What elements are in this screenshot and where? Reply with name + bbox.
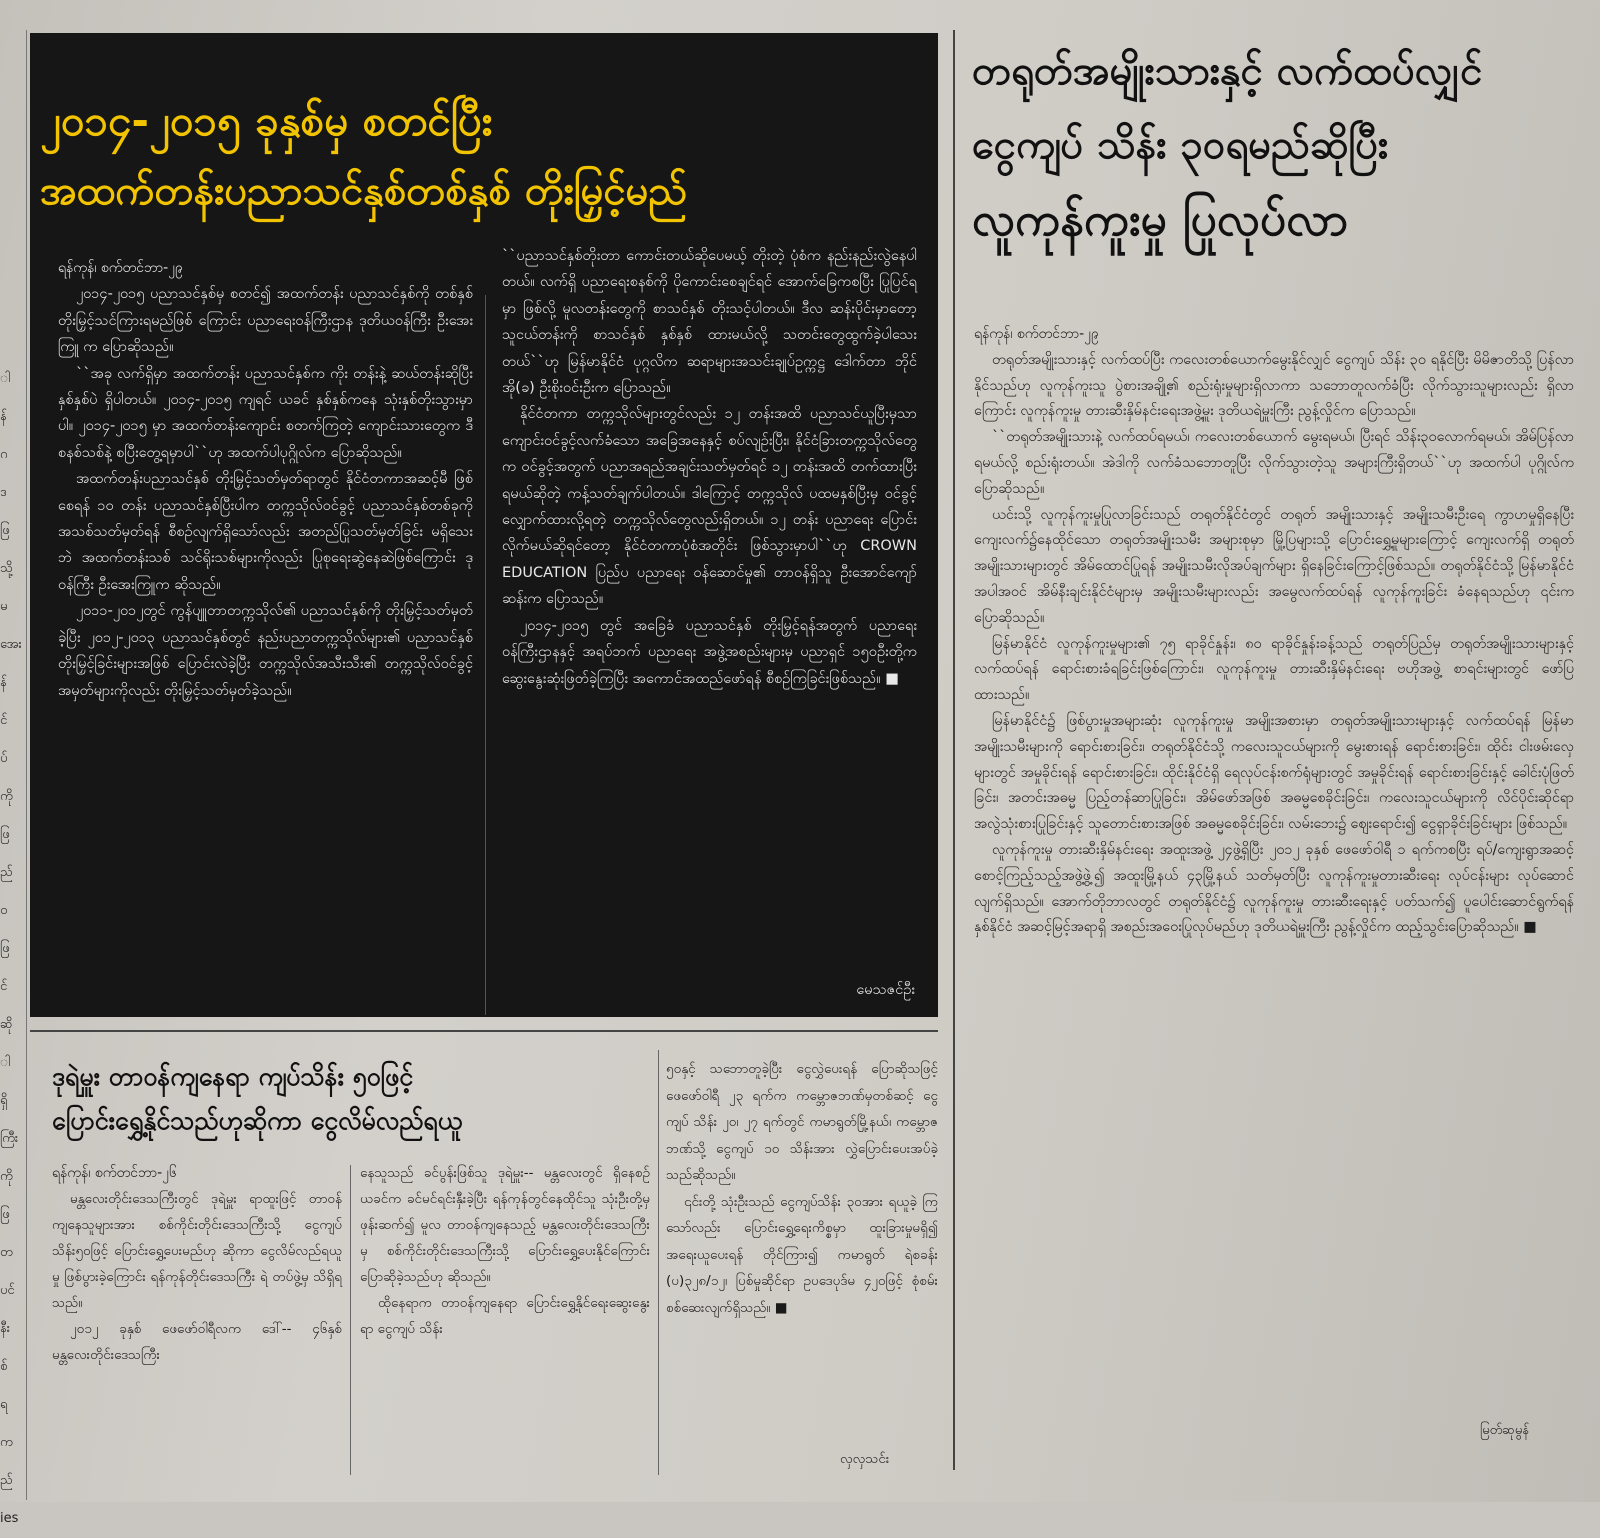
main-col1-para: ``အခု လက်ရှိမှာ အထက်တန်း ပညာသင်နှစ်က ကိုး တန်းနဲ့ ဆယ်တန်းဆိုပြီး နှစ်နှစ်ပဲ ရှိပါတယ်။ ၂၀၁၄-၂၀၁၅ ကျရင် ယခင် နှစ်နှစ်ကနေ သုံးနှစ်တိုးသွားမှာပါ။ ၂၀၁၄-၂၀၁၅ မှာ အထက်တန်းကျောင်း စတက်ကြတဲ့ ကျောင်းသားတွေက ဒီစနစ်သစ်နဲ့ စပြီးတွေ့ရမှာပါ``ဟု အထက်ပါပုဂ္ဂိုလ်က ပြောဆိုသည်။ bbox=[58, 365, 473, 461]
column-divider bbox=[485, 295, 486, 1015]
right-para: ``တရုတ်အမျိုးသားနဲ့ လက်ထပ်ရမယ်၊ ကလေးတစ်ယောက် မွေးရမယ်၊ ပြီးရင် သိန်း၃၀လောက်ရမယ်၊ အိမ်ပြန်လာရမယ်လို့ စည်းရုံးတယ်။ အဲဒါကို လက်ခံသဘောတူပြီး လိုက်သွားတဲ့သူ အများကြီးရှိတယ်``ဟု အထက်ပါ ပုဂ္ဂိုလ်က ပြောဆိုသည်။ bbox=[974, 429, 1574, 497]
margin-fragment: ပင် bbox=[0, 1283, 15, 1298]
bottom-col3-para: ၎င်းတို့ သုံးဦးသည် ငွေကျပ်သိန်း ၃၀အား ရယူခဲ့ ကြသော်လည်း ပြောင်းရွှေ့ရေးကိစ္စမှာ ထူးခြားမှုမရှိ၍ အရေးယူပေးရန် တိုင်ကြား၍ ကမာရွတ် ရဲစခန်း (ပ)၃၂၈/၁၂၊ ပြစ်မှုဆိုင်ရာ ဥပဒေပုဒ်မ ၄၂၀ဖြင့် စုံစမ်းစစ်ဆေးလျက်ရှိသည်။ ■ bbox=[666, 1193, 938, 1316]
main-dateline: ရန်ကုန်၊ စက်တင်ဘာ-၂၉ bbox=[58, 260, 183, 276]
margin-fragment: သို့ bbox=[0, 561, 13, 576]
margin-fragment: ရ bbox=[0, 1397, 8, 1412]
right-headline-line3: လူကုန်ကူးမှု ပြုလုပ်လာ bbox=[972, 192, 1349, 246]
right-para: မြန်မာနိုင်ငံ လူကုန်ကူးမှုများ၏ ၇၅ ရာခိုင်နှုန်း၊ ၈၀ ရာခိုင်နှုန်းခန့်သည် တရုတ်ပြည်မှ တရုတ်အမျိုးသားများနှင့် လက်ထပ်ရန် ရောင်းစားခံရခြင်းဖြစ်ကြောင်း၊ လူကုန်ကူးမှု တားဆီးနှိမ်နင်းရေး ဗဟိုအဖွဲ့ စာရင်းများတွင် ဖော်ပြထားသည်။ bbox=[974, 635, 1574, 704]
bottom-article-col2 bbox=[360, 1160, 650, 1480]
margin-fragment: ဖြ bbox=[0, 1207, 10, 1222]
margin-fragment: ဒ bbox=[0, 485, 7, 500]
margin-fragment: န် bbox=[0, 675, 7, 690]
margin-fragment: ies bbox=[0, 1511, 19, 1526]
margin-fragment: ဂ bbox=[0, 447, 8, 462]
margin-fragment: စ် bbox=[0, 1359, 8, 1374]
right-para: ယင်းသို့ လူကုန်ကူးမှုပြုလာခြင်းသည် တရုတ်နိုင်ငံတွင် တရုတ် အမျိုးသားနှင့် အမျိုးသမီးဦးရေ ကွာဟမှုရှိနေပြီး ကျေးလက်၌နေထိုင်သော တရုတ်အမျိုးသမီး အများစုမှာ မြို့ပြများသို့ ပြောင်းရွှေ့မှုများကြောင့် ကျေးလက်ရှိ တရုတ်အမျိုးသားများတွင် အိမ်ထောင်ပြုရန် အမျိုးသမီးလိုအပ်ချက်များ ရှိနေခြင်းကြောင့်ဖြစ်သည်။ တရုတ်နိုင်ငံသို့ မြန်မာနိုင်ငံအပါအဝင် အိမ်နီးချင်းနိုင်ငံများမှ အမျိုးသမီးများလည်း အမွေလက်ထပ်ရန် လူကုန်ကူးခြင်း ခံနေရသည်ဟု ၎င်းက ပြောဆိုသည်။ bbox=[974, 506, 1574, 626]
margin-fragment: ါ bbox=[0, 371, 11, 386]
margin-fragment: ပ် bbox=[0, 751, 8, 766]
bottom-col2-para: ထိုနေရာက တာဝန်ကျနေရာ ပြောင်းရွှေ့နိုင်ရေးဆွေးနွေးရာ ငွေကျပ် သိန်း bbox=[360, 1295, 650, 1337]
main-headline-line1: ၂၀၁၄-၂၀၁၅ ခုနှစ်မှ စတင်ပြီး bbox=[40, 96, 493, 145]
main-col1-para: အထက်တန်းပညာသင်နှစ် တိုးမြှင့်သတ်မှတ်ရာတွင် နိုင်ငံတကာအဆင့်မီ ဖြစ်စေရန် ၁၀ တန်း ပညာသင်နှစ်ပြီးပါက တက္ကသိုလ်ဝင်ခွင့် ပညာသင်နှစ်တစ်ခုကို အသစ်သတ်မှတ်ရန် စီစဉ်လျက်ရှိသော်လည်း အတည်ပြုသတ်မှတ်ခြင်း မရှိသေးဘဲ အထက်တန်းသစ် သင်ရိုးသစ်များကိုလည်း ပြုစုရေးဆွဲနေဆဲဖြစ်ကြောင်း ဒုဝန်ကြီး ဦးအေးကြူက ဆိုသည်။ bbox=[58, 471, 473, 593]
margin-divider bbox=[26, 30, 27, 1500]
margin-fragment: ကြီး bbox=[0, 1131, 19, 1146]
bottom-col2-para: နေသူသည် ခင်ပွန်းဖြစ်သူ ဒုရဲမှူး-- မန္တလေးတွင် ရှိနေစဉ် ယခင်က ခင်မင်ရင်းနှီးခဲ့ပြီး ရန်ကုန်တွင်နေထိုင်သူ သုံးဦးတို့မှ ဖုန်းဆက်၍ မူလ တာဝန်ကျနေသည့် မန္တလေးတိုင်းဒေသကြီးမှ စစ်ကိုင်းတိုင်းဒေသကြီးသို့ ပြောင်းရွှေ့ပေးနိုင်ကြောင်း ပြောဆိုခဲ့သည်ဟု ဆိုသည်။ bbox=[360, 1165, 650, 1285]
right-para: လူကုန်ကူးမှု တားဆီးနှိမ်နင်းရေး အထူးအဖွဲ့ ၂၄ဖွဲ့ရှိပြီး ၂၀၁၂ ခုနှစ် ဖေဖော်ဝါရီ ၁ ရက်ကစပြီး ရပ်/ကျေးရွာအဆင့် စောင့်ကြည့်သည့်အဖွဲ့ဖွဲ့၍ အထူးမြို့နယ် ၄၃မြို့နယ် သတ်မှတ်ပြီး လူကုန်ကူးမှုတားဆီးရေး လုပ်ငန်းများ လုပ်ဆောင်လျက်ရှိသည်။ အောက်တိုဘာလတွင် တရုတ်နိုင်ငံ၌ လူကုန်ကူးမှု တားဆီးရေးနှင့် ပတ်သက်၍ ပူပေါင်းဆောင်ရွက်ရန် နှစ်နိုင်ငံ အဆင့်မြင့်အရာရှိ အစည်းအဝေးပြုလုပ်မည်ဟု ဒုတိယရဲမှူးကြီး ညွန့်လှိုင်က ထည့်သွင်းပြောဆိုသည်။ ■ bbox=[974, 841, 1574, 936]
main-article-col2 bbox=[502, 243, 917, 1008]
main-col2-para: ``ပညာသင်နှစ်တိုးတာ ကောင်းတယ်ဆိုပေမယ့် တိုးတဲ့ ပုံစံက နည်းနည်းလွဲနေပါတယ်။ လက်ရှိ ပညာရေးစနစ်ကို ပိုကောင်းစေချင်ရင် အောက်ခြေကစပြီး ပြုပြင်ရမှာ ဖြစ်လို့ မူလတန်းတွေကို စာသင်နှစ် တိုးသင့်ပါတယ်။ ဒီလ ဆန်းပိုင်းမှာတော့ သူငယ်တန်းကို စာသင်နှစ် နှစ်နှစ် ထားမယ်လို့ သတင်းတွေထွက်ခဲ့ပါသေးတယ်``ဟု မြန်မာနိုင်ငံ ပုဂ္ဂလိက ဆရာများအသင်းချုပ်ဥက္ကဋ္ဌ ဒေါက်တာ ဘိုင်အို(ခ) ဦးစိုးဝင်းဦးက ပြောသည်။ bbox=[502, 248, 917, 397]
right-dateline: ရန်ကုန်၊ စက်တင်ဘာ-၂၉ bbox=[974, 326, 1099, 342]
main-article-box bbox=[30, 33, 938, 1017]
margin-fragment: န် bbox=[0, 409, 7, 424]
margin-fragment: ဖြ bbox=[0, 523, 10, 538]
column-divider bbox=[658, 1050, 659, 1475]
margin-fragment: တ bbox=[0, 1245, 13, 1260]
margin-fragment: ဝ bbox=[0, 903, 8, 918]
right-headline-line1: တရုတ်အမျိုးသားနှင့် လက်ထပ်လျှင် bbox=[972, 48, 1483, 94]
margin-fragment: ည် bbox=[0, 865, 13, 880]
margin-fragment: ကို bbox=[0, 789, 13, 804]
bottom-col3-para: ၅၀နှင့် သဘောတူခဲ့ပြီး ငွေလွှဲပေးရန် ပြောဆိုသဖြင့် ဖေဖော်ဝါရီ ၂၃ ရက်က ကမ္ဘောဇဘဏ်မှတစ်ဆင့် ငွေကျပ် သိန်း ၂၀၊ ၂၇ ရက်တွင် ကမာရွတ်မြို့နယ်၊ ကမ္ဘောဇဘဏ်သို့ ငွေကျပ် ၁၀ သိန်းအား လွှဲပြောင်းပေးအပ်ခဲ့သည်ဆိုသည်။ bbox=[666, 1061, 938, 1183]
bottom-article-rule bbox=[30, 1030, 938, 1032]
bottom-headline-line1: ဒုရဲမှူး တာဝန်ကျနေရာ ကျပ်သိန်း ၅၀ဖြင့် bbox=[52, 1062, 414, 1091]
article-divider bbox=[953, 30, 955, 1470]
adjacent-page-fragments bbox=[0, 360, 26, 1526]
margin-fragment: င် bbox=[0, 979, 8, 994]
main-col2-para: ၂၀၁၄-၂၀၁၅ တွင် အခြေခံ ပညာသင်နှစ် တိုးမြှင့်ရန်အတွက် ပညာရေးဝန်ကြီးဌာနနှင့် အရပ်ဘက် ပညာရေး အဖွဲ့အစည်းများမှ ပညာရှင် ၁၅၀ဦးတို့က ဆွေးနွေးဆုံးဖြတ်ခဲ့ကြပြီး အကောင်အထည်ဖော်ရန် စီစဉ်ကြခြင်းဖြစ်သည်။ ■ bbox=[502, 617, 917, 687]
right-para: မြန်မာနိုင်ငံ၌ ဖြစ်ပွားမှုအများဆုံး လူကုန်ကူးမှု အမျိုးအစားမှာ တရုတ်အမျိုးသားများနှင့် လက်ထပ်ရန် မြန်မာအမျိုးသမီးများကို ရောင်းစားခြင်း၊ တရုတ်နိုင်ငံသို့ ကလေးသူငယ်များကို မွေးစားရန် ရောင်းစားခြင်း၊ ထိုင်း ငါးဖမ်းလှေများတွင် အမှုခိုင်းရန် ရောင်းစားခြင်း၊ ထိုင်းနိုင်ငံရှိ ရေလုပ်ငန်းစက်ရုံများတွင် အမှုခိုင်းရန် ရောင်းစားခြင်းနှင့် ခေါင်းပုံဖြတ်ခြင်း၊ အတင်းအဓမ္မ ပြည့်တန်ဆာပြုခြင်း၊ အိမ်ဖော်အဖြစ် အဓမ္မစေခိုင်းခြင်း၊ ကလေးသူငယ်များကို လိင်ပိုင်းဆိုင်ရာ အလွဲသုံးစားပြုခြင်းနှင့် သူတောင်းစားအဖြစ် အဓမ္မစေခိုင်းခြင်း၊ လမ်းဘေး၌ ဈေးရောင်း၍ ငွေရှာခိုင်းခြင်းများ ဖြစ်သည်။ bbox=[974, 712, 1574, 833]
main-col2-para: နိုင်ငံတကာ တက္ကသိုလ်များတွင်လည်း ၁၂ တန်းအထိ ပညာသင်ယူပြီးမှသာ ကျောင်းဝင်ခွင့်လက်ခံသော အခြေအနေနှင့် စပ်လျဉ်းပြီး၊ နိုင်ငံခြားတက္ကသိုလ်တွေက ဝင်ခွင့်အတွက် ပညာအရည်အချင်းသတ်မှတ်ရင် ၁၂ တန်းအထိ တက်ထားပြီးရမယ်ဆိုတဲ့ ကန့်သတ်ချက်ပါတယ်။ ဒါကြောင့် တက္ကသိုလ် ပထမနှစ်ပြီးမှ ဝင်ခွင့် လျှောက်ထားလို့ရတဲ့ တက္ကသိုလ်တွေလည်းရှိတယ်။ ၁၂ တန်း ပညာရေး ပြောင်းလိုက်မယ်ဆိုရင်တော့ နိုင်ငံတကာပုံစံအတိုင်း ဖြစ်သွားမှာပါ``ဟု CROWN EDUCATION ပြည်ပ ပညာရေး ဝန်ဆောင်မှု၏ တာဝန်ရှိသူ ဦးအောင်ကျော်ဆန်းက ပြောသည်။ bbox=[502, 406, 917, 608]
margin-fragment: က bbox=[0, 1435, 13, 1450]
main-byline: မေသဇင်ဦး bbox=[856, 982, 915, 998]
right-para: တရုတ်အမျိုးသားနှင့် လက်ထပ်ပြီး ကလေးတစ်ယောက်မွေးနိုင်လျှင် ငွေကျပ် သိန်း ၃၀ ရနိုင်ပြီး မိမိဇာတိသို့ ပြန်လာနိုင်သည်ဟု လူကုန်ကူးသူ ပွဲစားအချို့၏ စည်းရုံးမှုများရှိလာကာ သဘောတူလက်ခံပြီး လိုက်သွားသူများလည်း ရှိလာကြောင်း လူကုန်ကူးမှု တားဆီးနှိမ်နင်းရေးအဖွဲ့မှူး ဒုတိယရဲမှူးကြီး ညွန့်လှိုင်က ပြောသည်။ bbox=[974, 351, 1574, 420]
main-headline-line2: အထက်တန်းပညာသင်နှစ်တစ်နှစ် တိုးမြှင့်မည် bbox=[40, 168, 688, 214]
margin-fragment: င် bbox=[0, 713, 8, 728]
bottom-article-col3 bbox=[666, 1056, 938, 1476]
bottom-dateline: ရန်ကုန်၊ စက်တင်ဘာ-၂၆ bbox=[52, 1165, 177, 1181]
margin-fragment: အေး bbox=[0, 637, 22, 652]
main-article-col1 bbox=[58, 255, 473, 1000]
main-col1-para: ၂၀၁၄-၂၀၁၅ ပညာသင်နှစ်မှ စတင်၍ အထက်တန်း ပညာသင်နှစ်ကို တစ်နှစ် တိုးမြှင့်သင်ကြားရမည်ဖြစ် ကြောင်း ပညာရေးဝန်ကြီးဌာန ဒုတိယဝန်ကြီး ဦးအေးကြူ က ပြောဆိုသည်။ bbox=[58, 286, 473, 356]
bottom-col1-para: မန္တလေးတိုင်းဒေသကြီးတွင် ဒုရဲမှူး ရာထူးဖြင့် တာဝန်ကျနေသူများအား စစ်ကိုင်းတိုင်းဒေသကြီးသို့ ငွေကျပ် သိန်း၅၀ဖြင့် ပြောင်းရွှေ့ပေးမည်ဟု ဆိုကာ ငွေလိမ်လည်ရယူမှု ဖြစ်ပွားခဲ့ကြောင်း ရန်ကုန်တိုင်းဒေသကြီး ရဲ တပ်ဖွဲ့မှ သိရှိရသည်။ bbox=[52, 1191, 342, 1311]
margin-fragment: နီး bbox=[0, 1321, 11, 1336]
column-divider bbox=[350, 1165, 351, 1475]
margin-fragment: ဖြ bbox=[0, 941, 10, 956]
margin-fragment: မ bbox=[0, 599, 8, 614]
bottom-col1-para: ၂၀၁၂ ခုနှစ် ဖေဖော်ဝါရီလက ဒေါ်-- ၄၆နှစ် မန္တလေးတိုင်းဒေသကြီး bbox=[52, 1321, 342, 1363]
right-article-body bbox=[974, 322, 1574, 1472]
margin-fragment: ည် bbox=[0, 1473, 13, 1488]
margin-fragment: ဖြ bbox=[0, 827, 10, 842]
main-col1-para: ၂၀၁၁-၂၀၁၂တွင် ကွန်ပျူတာတက္ကသိုလ်၏ ပညာသင်နှစ်ကို တိုးမြှင့်သတ်မှတ်ခဲ့ပြီး ၂၀၁၂-၂၀၁၃ ပညာသင်နှစ်တွင် နည်းပညာတက္ကသိုလ်များ၏ ပညာသင်နှစ် တိုးမြှင့်ခြင်းများအဖြစ် ပြောင်းလဲခဲ့ပြီး တက္ကသိုလ်အသီးသီး၏ တက္ကသိုလ်ဝင်ခွင့် အမှတ်များကိုလည်း တိုးမြှင့်သတ်မှတ်ခဲ့သည်။ bbox=[58, 603, 473, 699]
right-byline: မြတ်ဆုမွန် bbox=[1480, 1423, 1529, 1438]
margin-fragment: ါ bbox=[0, 1055, 11, 1070]
margin-fragment: ရှိ bbox=[0, 1093, 8, 1108]
bottom-article-col1 bbox=[52, 1160, 342, 1480]
right-headline-line2: ငွေကျပ် သိန်း ၃၀ရမည်ဆိုပြီး bbox=[972, 122, 1389, 168]
bottom-byline: လှလှသင်း bbox=[840, 1451, 890, 1467]
margin-fragment: ကို bbox=[0, 1169, 13, 1184]
bottom-headline-line2: ပြောင်းရွှေ့နိုင်သည်ဟုဆိုကာ ငွေလိမ်လည်ရယူ bbox=[52, 1106, 463, 1135]
margin-fragment: ဆို bbox=[0, 1017, 13, 1032]
